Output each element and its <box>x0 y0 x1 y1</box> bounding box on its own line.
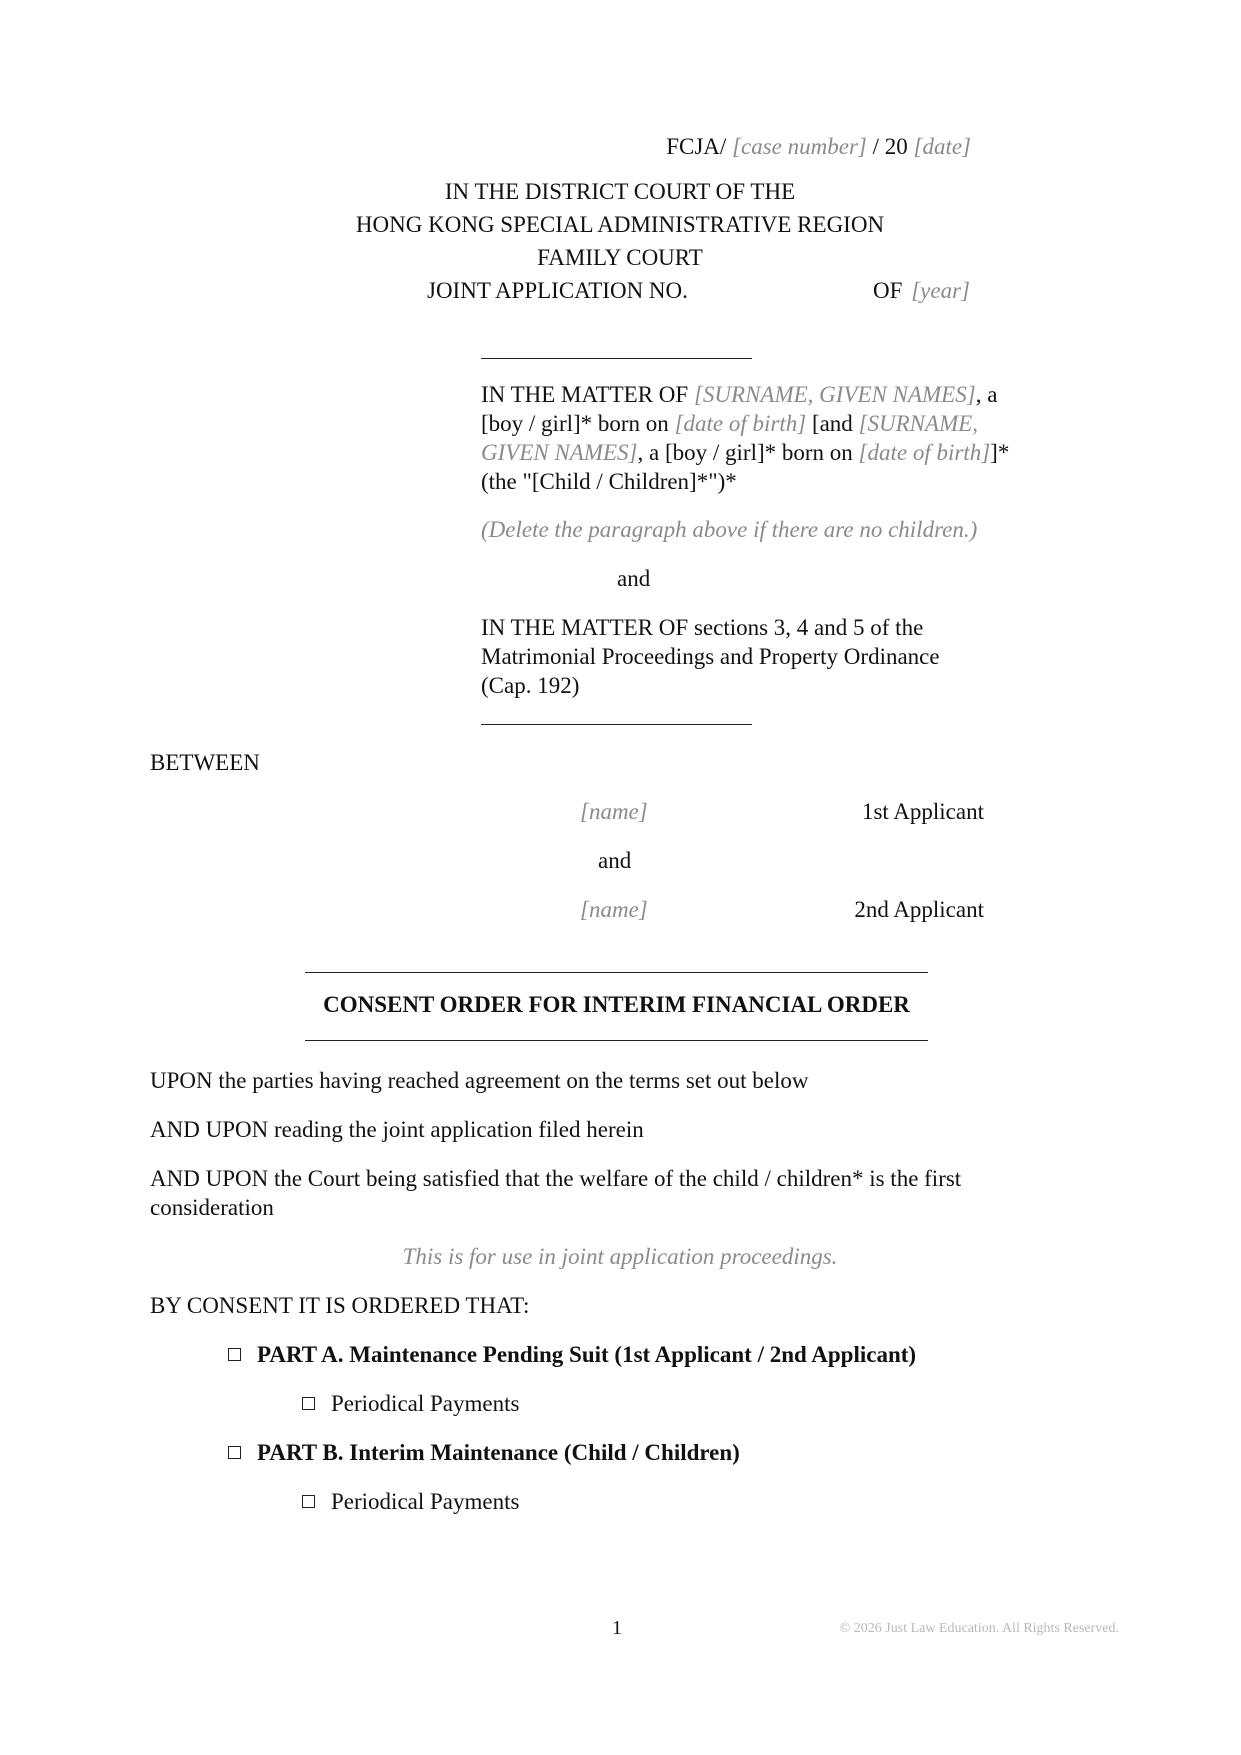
matter-text: , a <box>975 382 998 407</box>
case-number-placeholder: [case number] <box>732 134 867 159</box>
application-number-label: JOINT APPLICATION NO. <box>427 278 688 303</box>
and-connector-2: and <box>598 848 632 873</box>
part-b-periodical-checkbox[interactable] <box>302 1495 315 1508</box>
court-line-3: FAMILY COURT <box>537 245 703 270</box>
party1-name-placeholder: [name] <box>580 799 648 824</box>
party1-role: 1st Applicant <box>861 799 984 824</box>
part-b-sub <box>302 1487 519 1516</box>
recital-1: UPON the parties having reached agreement on the terms set out below <box>150 1068 809 1093</box>
page-number: 1 <box>612 1617 622 1639</box>
of-label: OF <box>873 278 903 303</box>
case-separator: / 20 <box>866 134 914 159</box>
part-a-periodical-label: Periodical Payments <box>331 1391 520 1416</box>
divider-top <box>481 358 752 359</box>
between-label: BETWEEN <box>150 750 260 775</box>
case-prefix: FCJA/ <box>666 134 727 159</box>
divider-middle <box>481 724 752 725</box>
consent-heading: BY CONSENT IT IS ORDERED THAT: <box>150 1293 530 1318</box>
and-connector-1: and <box>617 566 651 591</box>
document-title: CONSENT ORDER FOR INTERIM FINANCIAL ORDER <box>323 992 910 1017</box>
matter-children-paragraph <box>481 380 1071 496</box>
matter-text: IN THE MATTER OF <box>481 382 694 407</box>
title-rule-bottom <box>305 1040 928 1041</box>
part-b-label: PART B. Interim Maintenance (Child / Children) <box>257 1440 740 1465</box>
matter-ordinance-paragraph: IN THE MATTER OF sections 3, 4 and 5 of the Matrimonial Proceedings and Property Ordinance (Cap. 192) <box>481 615 940 698</box>
child-name-placeholder-2a: [SURNAME, <box>858 411 979 436</box>
child-name-placeholder-2b: GIVEN NAMES] <box>481 440 638 465</box>
court-line-1: IN THE DISTRICT COURT OF THE <box>444 179 796 204</box>
part-b-checkbox[interactable] <box>228 1446 241 1459</box>
dob-placeholder: [date of birth] <box>674 411 807 436</box>
part-b <box>228 1438 740 1467</box>
use-note: This is for use in joint application proceedings. <box>402 1244 838 1269</box>
court-line-2: HONG KONG SPECIAL ADMINISTRATIVE REGION <box>355 212 885 237</box>
year-placeholder: [year] <box>911 278 970 303</box>
child-name-placeholder: [SURNAME, GIVEN NAMES] <box>693 382 976 407</box>
matter-text: , a [boy / girl]* born on <box>637 440 859 465</box>
recital-3: AND UPON the Court being satisfied that the welfare of the child / children* is the first consideration <box>150 1166 962 1220</box>
matter-text: ]* <box>990 440 1010 465</box>
matter-text: [boy / girl]* born on <box>481 411 675 436</box>
case-reference <box>666 132 971 161</box>
dob-placeholder-2: [date of birth] <box>858 440 991 465</box>
part-a-checkbox[interactable] <box>228 1348 241 1361</box>
part-a-label: PART A. Maintenance Pending Suit (1st Applicant / 2nd Applicant) <box>257 1342 917 1367</box>
party2-name-placeholder: [name] <box>580 897 648 922</box>
part-b-periodical-label: Periodical Payments <box>331 1489 520 1514</box>
part-a-sub <box>302 1389 519 1418</box>
recital-2: AND UPON reading the joint application filed herein <box>150 1117 644 1142</box>
matter-text: (the "[Child / Children]*")* <box>481 469 737 494</box>
part-a <box>228 1340 916 1369</box>
part-a-periodical-checkbox[interactable] <box>302 1397 315 1410</box>
case-date-placeholder: [date] <box>913 134 971 159</box>
party2-role: 2nd Applicant <box>854 897 984 922</box>
title-rule-top <box>305 972 928 973</box>
matter-text: [and <box>806 411 859 436</box>
delete-note: (Delete the paragraph above if there are no children.) <box>481 517 978 542</box>
copyright-notice: © 2026 Just Law Education. All Rights Reserved. <box>839 1621 1119 1636</box>
